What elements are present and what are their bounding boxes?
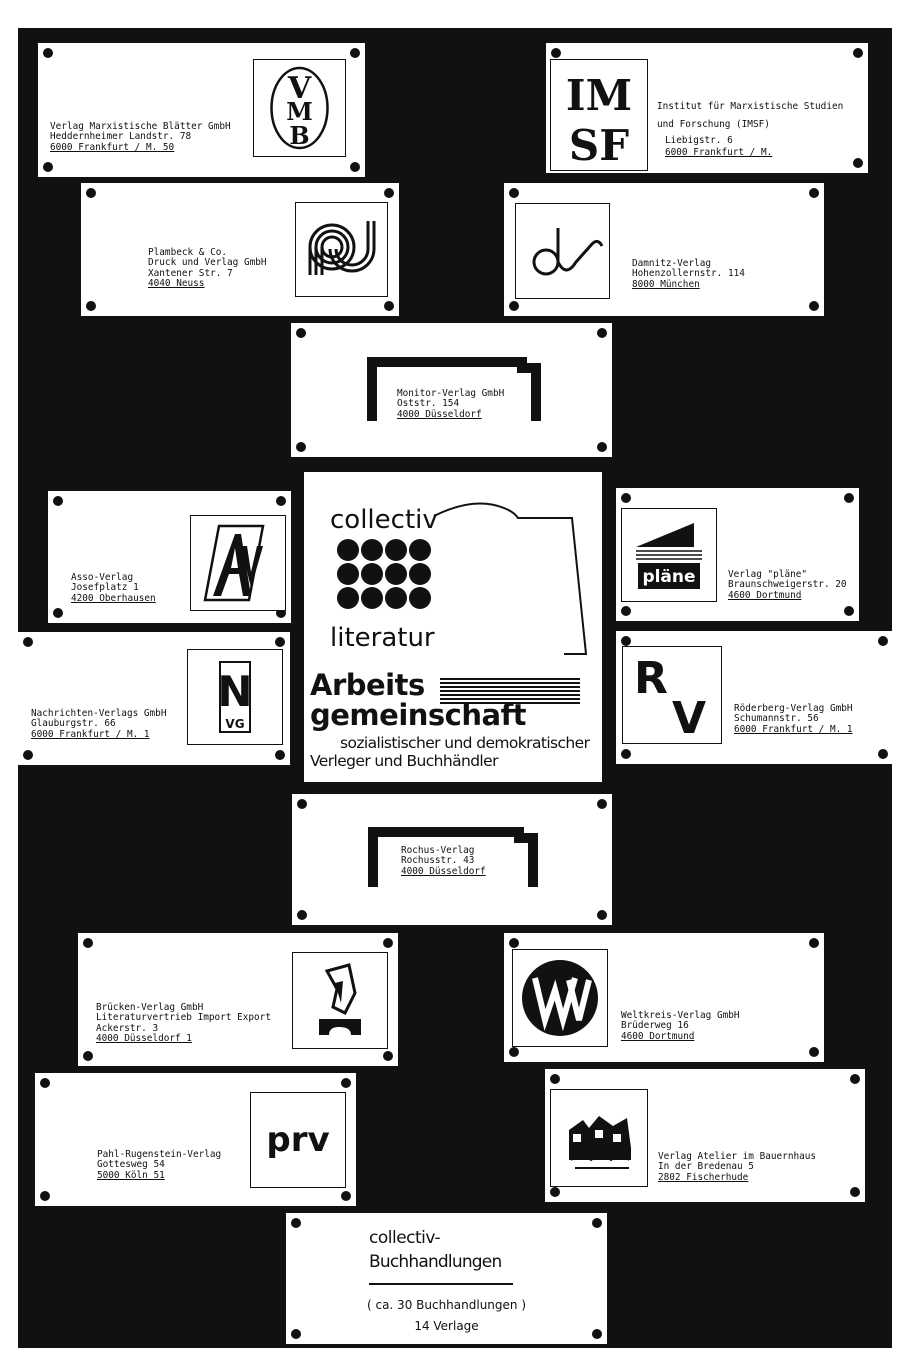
pin-dot (296, 328, 306, 338)
atelier-house-logo (550, 1089, 648, 1187)
card-nachrichten (18, 632, 290, 765)
pin-dot (23, 637, 33, 647)
plaene-logo (621, 508, 717, 602)
address-imsf: Institut für Marxistische Studien und Forschung (IMSF) Liebigstr. 6 6000 Frankfurt / M. (657, 101, 844, 158)
svg-text:R: R (634, 653, 668, 704)
address-plambeck: Plambeck & Co. Druck und Verlag GmbH Xantener Str. 7 4040 Neuss (148, 247, 267, 290)
pahl-prv-logo (250, 1092, 346, 1188)
svg-text:M: M (286, 97, 313, 126)
weltkreis-wv-logo (512, 949, 608, 1047)
svg-text:literatur: literatur (330, 623, 435, 653)
card-collectiv-buchhandlungen (286, 1213, 607, 1344)
svg-text:SF: SF (568, 121, 630, 170)
vmb-logo (253, 59, 346, 157)
card-monitor (291, 323, 612, 457)
card-roederberg (616, 631, 893, 764)
address-monitor: Monitor-Verlag GmbH Oststr. 154 4000 Düsseldorf (397, 388, 505, 420)
address-bruecken: Brücken-Verlag GmbH Literaturvertrieb Import Export Ackerstr. 3 4000 Düsseldorf 1 (96, 1002, 271, 1045)
svg-text:N: N (217, 667, 253, 716)
pin-dot (296, 442, 306, 452)
pin-dot (83, 938, 93, 948)
pin-dot (350, 48, 360, 58)
card-asso (48, 491, 291, 623)
pin-dot (878, 636, 888, 646)
pin-dot (384, 188, 394, 198)
card-plaene (616, 488, 859, 621)
svg-text:VG: VG (225, 717, 245, 731)
pin-dot (53, 608, 63, 618)
pin-dot (23, 750, 33, 760)
pin-dot (83, 1051, 93, 1061)
pin-dot (383, 938, 393, 948)
damnitz-dv-logo (515, 203, 610, 299)
bruecken-logo (292, 952, 388, 1049)
plambeck-pd-logo (295, 202, 388, 297)
svg-text:V: V (287, 71, 312, 106)
card-bruecken (78, 933, 398, 1066)
address-asso: Asso-Verlag Josefplatz 1 4200 Oberhausen (71, 572, 156, 604)
pin-dot (621, 606, 631, 616)
card-arbeitsgemeinschaft (304, 472, 602, 782)
pin-dot (809, 188, 819, 198)
pin-dot (844, 493, 854, 503)
pin-dot (86, 301, 96, 311)
card-pahl-rugenstein (35, 1073, 356, 1206)
footer-underline (369, 1283, 513, 1285)
card-rochus (292, 794, 612, 925)
pin-dot (853, 48, 863, 58)
card-plambeck (81, 183, 399, 316)
footer-publishers-count: 14 Verlage (414, 1319, 479, 1333)
card-verlag-marxistische-blaetter (38, 43, 365, 177)
pin-dot (597, 328, 607, 338)
pin-dot (43, 48, 53, 58)
pin-dot (276, 496, 286, 506)
center-subtitle-line1: sozialistischer und demokratischer (340, 734, 590, 752)
footer-title-line1: collectiv- (369, 1228, 441, 1248)
pin-dot (550, 1187, 560, 1197)
pin-dot (341, 1078, 351, 1088)
pin-dot (53, 496, 63, 506)
address-plaene: Verlag "pläne" Braunschweigerstr. 20 4600 Dortmund (728, 569, 847, 601)
card-atelier (545, 1069, 865, 1202)
roederberg-rv-logo (622, 646, 722, 744)
pin-dot (291, 1218, 301, 1228)
nachrichten-nvg-logo (187, 649, 283, 745)
pin-dot (297, 799, 307, 809)
pin-dot (383, 1051, 393, 1061)
pin-dot (275, 750, 285, 760)
pin-dot (40, 1078, 50, 1088)
svg-text:B: B (289, 121, 310, 150)
pin-dot (86, 188, 96, 198)
pin-dot (550, 1074, 560, 1084)
pin-dot (621, 749, 631, 759)
svg-text:prv: prv (266, 1120, 330, 1160)
pin-dot (509, 301, 519, 311)
pin-dot (509, 938, 519, 948)
address-weltkreis: Weltkreis-Verlag GmbH Brüderweg 16 4600 Dortmund (621, 1010, 740, 1042)
pin-dot (621, 636, 631, 646)
address-pahl-rugenstein: Pahl-Rugenstein-Verlag Gottesweg 54 5000 Köln 51 (97, 1149, 222, 1181)
footer-title-line2: Buchhandlungen (369, 1252, 502, 1272)
svg-text:collectiv: collectiv (330, 505, 438, 535)
pin-dot (597, 910, 607, 920)
pin-dot (350, 162, 360, 172)
address-damnitz: Damnitz-Verlag Hohenzollernstr. 114 8000 München (632, 258, 745, 290)
pin-dot (809, 938, 819, 948)
pin-dot (878, 749, 888, 759)
pin-dot (621, 493, 631, 503)
pin-dot (809, 301, 819, 311)
center-subtitle-line2: Verleger und Buchhändler (310, 752, 498, 770)
asso-av-logo (190, 515, 286, 611)
address-nachrichten: Nachrichten-Verlags GmbH Glauburgstr. 66 6000 Frankfurt / M. 1 (31, 708, 167, 740)
card-imsf (546, 43, 868, 173)
svg-text:IM: IM (565, 71, 633, 120)
pin-dot (384, 301, 394, 311)
pin-dot (850, 1187, 860, 1197)
pin-dot (597, 799, 607, 809)
pin-dot (40, 1191, 50, 1201)
pin-dot (850, 1074, 860, 1084)
pin-dot (597, 442, 607, 452)
collectiv-literatur-logo (324, 486, 594, 668)
svg-text:pläne: pläne (642, 567, 696, 587)
pin-dot (297, 910, 307, 920)
center-title-line1: Arbeits (310, 668, 425, 702)
address-vmb: Verlag Marxistische Blätter GmbH Heddernheimer Landstr. 78 6000 Frankfurt / M. 50 (50, 121, 231, 153)
pin-dot (509, 1047, 519, 1057)
pin-dot (853, 158, 863, 168)
pin-dot (43, 162, 53, 172)
address-atelier: Verlag Atelier im Bauernhaus In der Bredenau 5 2802 Fischerhude (658, 1151, 817, 1183)
card-damnitz (504, 183, 824, 316)
address-roederberg: Röderberg-Verlag GmbH Schumannstr. 56 6000 Frankfurt / M. 1 (734, 703, 853, 735)
pin-dot (275, 637, 285, 647)
pin-dot (809, 1047, 819, 1057)
address-rochus: Rochus-Verlag Rochusstr. 43 4000 Düsseldorf (401, 845, 486, 877)
footer-count-line: ( ca. 30 Buchhandlungen ) (366, 1298, 527, 1312)
card-weltkreis (504, 933, 824, 1062)
pin-dot (341, 1191, 351, 1201)
pin-dot (844, 606, 854, 616)
center-title-line2: gemeinschaft (310, 698, 527, 732)
svg-text:V: V (671, 693, 707, 743)
pin-dot (551, 48, 561, 58)
pin-dot (509, 188, 519, 198)
pin-dot (592, 1218, 602, 1228)
imsf-logo (550, 59, 648, 171)
